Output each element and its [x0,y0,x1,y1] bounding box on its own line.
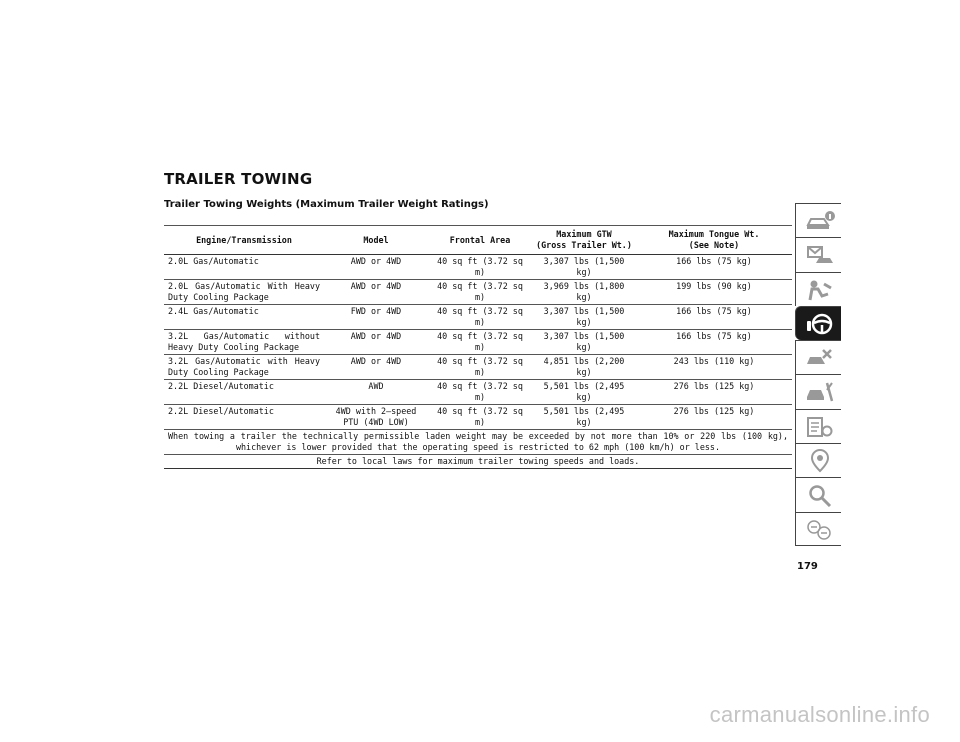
header-model: Model [324,226,428,255]
tab-in-case-of-emergency[interactable] [795,340,841,374]
cell-engine: 2.0L Gas/Automatic With Heavy Duty Cooling Package [164,280,324,305]
cell-engine: 2.2L Diesel/Automatic [164,405,324,430]
cell-model: 4WD with 2–speed PTU (4WD LOW) [324,405,428,430]
cell-model: AWD or 4WD [324,355,428,380]
page-title: TRAILER TOWING [164,170,313,188]
cell-frontal-area: 40 sq ft (3.72 sq m) [428,255,532,280]
cell-engine: 2.2L Diesel/Automatic [164,380,324,405]
table-row [164,380,792,405]
header-max-tongue: Maximum Tongue Wt. (See Note) [636,226,792,255]
cell-model: FWD or 4WD [324,305,428,330]
tab-getting-to-know-vehicle[interactable] [795,203,841,237]
towing-weights-table [164,225,792,469]
cell-frontal-area: 40 sq ft (3.72 sq m) [428,355,532,380]
cell-max-gtw: 3,307 lbs (1,500 kg) [532,305,636,330]
table-row [164,330,792,355]
crash-car-icon [804,346,836,370]
car-info-icon [804,209,836,233]
cell-max-gtw: 4,851 lbs (2,200 kg) [532,355,636,380]
table-row [164,355,792,380]
tab-starting-operating[interactable] [795,306,841,340]
cell-engine: 3.2L Gas/Automatic with Heavy Duty Cooling Package [164,355,324,380]
cell-engine: 2.0L Gas/Automatic [164,255,324,280]
cell-frontal-area: 40 sq ft (3.72 sq m) [428,380,532,405]
cell-model: AWD [324,380,428,405]
table-header-row [164,226,792,255]
cell-model: AWD or 4WD [324,255,428,280]
cell-engine: 3.2L Gas/Automatic without Heavy Duty Cooling Package [164,330,324,355]
cell-frontal-area: 40 sq ft (3.72 sq m) [428,305,532,330]
cell-max-tongue: 166 lbs (75 kg) [636,255,792,280]
cell-max-gtw: 5,501 lbs (2,495 kg) [532,380,636,405]
table-row [164,405,792,430]
cell-max-tongue: 166 lbs (75 kg) [636,305,792,330]
cell-model: AWD or 4WD [324,330,428,355]
cell-max-tongue: 243 lbs (110 kg) [636,355,792,380]
cell-frontal-area: 40 sq ft (3.72 sq m) [428,405,532,430]
table-row [164,305,792,330]
multi-language-icon [804,518,836,542]
cell-max-gtw: 3,307 lbs (1,500 kg) [532,330,636,355]
tab-multimedia[interactable] [795,443,841,477]
cell-model: AWD or 4WD [324,280,428,305]
steering-wheel-icon [804,312,836,336]
tab-instrument-panel[interactable] [795,237,841,271]
cell-max-gtw: 3,969 lbs (1,800 kg) [532,280,636,305]
local-laws-note: Refer to local laws for maximum trailer towing speeds and loads. [164,455,792,469]
header-engine: Engine/Transmission [164,226,324,255]
cell-engine: 2.4L Gas/Automatic [164,305,324,330]
cell-max-gtw: 3,307 lbs (1,500 kg) [532,255,636,280]
cell-max-tongue: 276 lbs (125 kg) [636,405,792,430]
header-frontal-area: Frontal Area [428,226,532,255]
cell-max-tongue: 166 lbs (75 kg) [636,330,792,355]
table-subtitle: Trailer Towing Weights (Maximum Trailer Weight Ratings) [164,199,489,210]
cell-max-tongue: 199 lbs (90 kg) [636,280,792,305]
chapter-tab-sidebar [795,203,841,546]
towing-note: When towing a trailer the technically permissible laden weight may be exceeded by not more than 10% or 220 lbs (100 kg), whichever is lower provided that the operating speed is restricted to 62 mph (100 km/h) or less. [164,430,792,455]
table-row [164,280,792,305]
tab-languages[interactable] [795,512,841,546]
tab-safety[interactable] [795,272,841,306]
tab-index[interactable] [795,477,841,511]
table-note-row [164,455,792,469]
map-pin-icon [804,449,836,473]
header-max-gtw: Maximum GTW (Gross Trailer Wt.) [532,226,636,255]
car-service-icon [804,380,836,404]
search-icon [804,483,836,507]
cell-max-tongue: 276 lbs (125 kg) [636,380,792,405]
table-row [164,255,792,280]
site-watermark: carmanualsonline.info [709,702,930,727]
list-settings-icon [804,415,836,439]
table-note-row [164,430,792,455]
cell-max-gtw: 5,501 lbs (2,495 kg) [532,405,636,430]
tab-technical-specifications[interactable] [795,409,841,443]
cell-frontal-area: 40 sq ft (3.72 sq m) [428,280,532,305]
cell-frontal-area: 40 sq ft (3.72 sq m) [428,330,532,355]
safety-person-icon [804,278,836,302]
page-number: 179 [797,561,818,572]
mail-car-icon [804,243,836,267]
tab-servicing-maintenance[interactable] [795,374,841,408]
